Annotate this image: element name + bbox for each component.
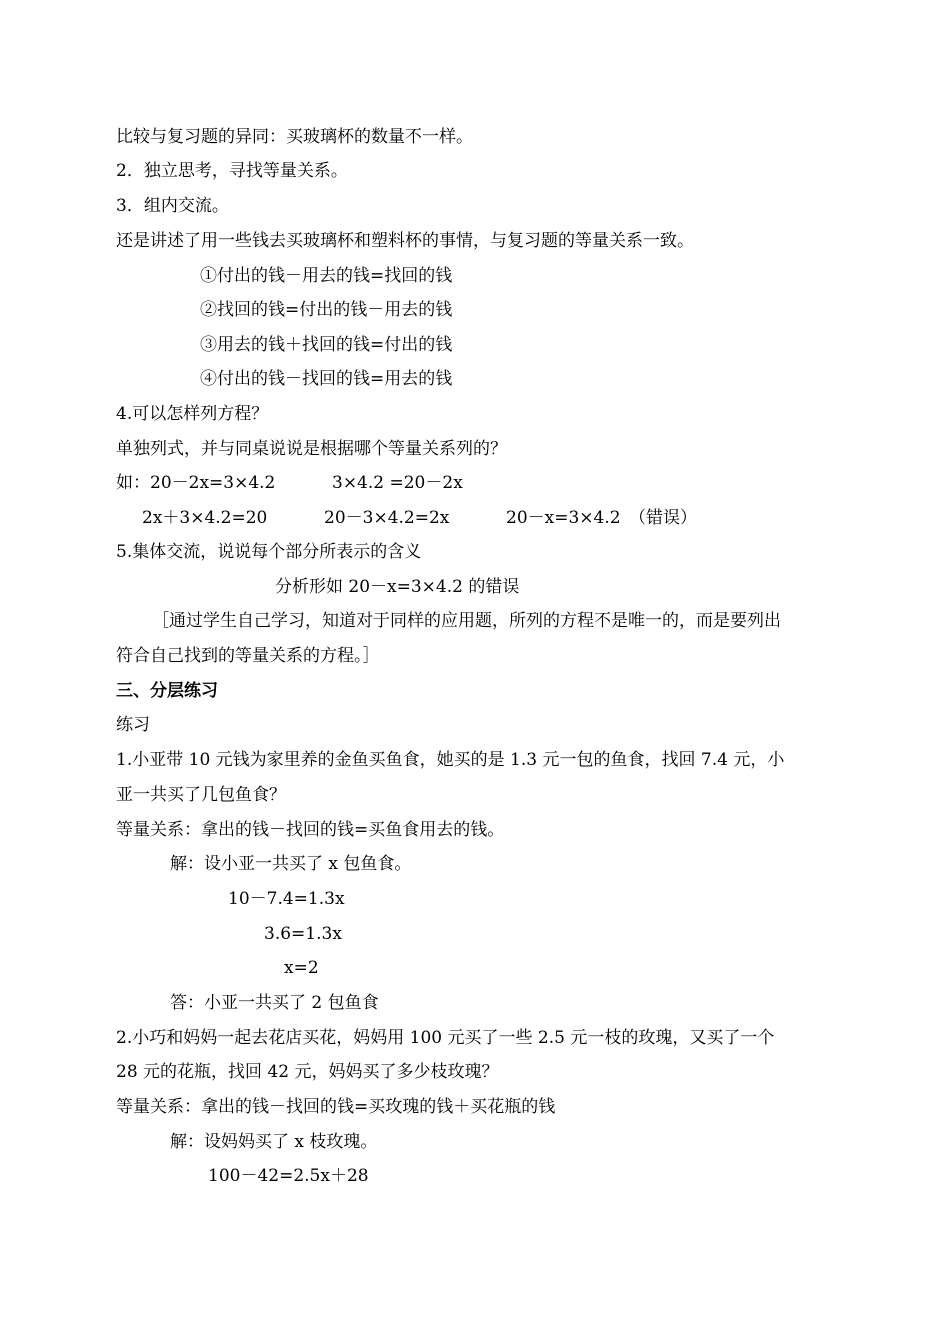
text-line-step3: 3．组内交流。 xyxy=(116,196,229,216)
relation-item-4: ④付出的钱－找回的钱=用去的钱 xyxy=(200,369,453,389)
problem1-line-2: 亚一共买了几包鱼食？ xyxy=(116,785,286,805)
text-line-instruction: 单独列式，并与同桌说说是根据哪个等量关系列的？ xyxy=(116,439,507,459)
problem2-step-1: 100－42=2.5x＋28 xyxy=(208,1166,369,1186)
text-line-story: 还是讲述了用一些钱去买玻璃杯和塑料杯的事情，与复习题的等量关系一致。 xyxy=(116,231,694,251)
text-line-step4: 4.可以怎样列方程？ xyxy=(116,404,269,424)
example-equation-1: 如：20－2x=3×4.2 xyxy=(116,473,276,493)
example-equation-4: 20－3×4.2=2x xyxy=(324,508,450,528)
note-line-1: ［通过学生自己学习，知道对于同样的应用题，所列的方程不是唯一的，而是要列出 xyxy=(152,611,781,631)
text-line-analysis: 分析形如 20－x=3×4.2 的错误 xyxy=(275,577,520,597)
problem1-line-1: 1.小亚带 10 元钱为家里养的金鱼买鱼食，她买的是 1.3 元一包的鱼食，找回 7.4 元，小 xyxy=(116,750,785,770)
problem2-solution: 解：设妈妈买了 x 枝玫瑰。 xyxy=(170,1132,378,1152)
problem2-relation: 等量关系：拿出的钱－找回的钱=买玫瑰的钱＋买花瓶的钱 xyxy=(116,1097,556,1117)
text-line-practice: 练习 xyxy=(116,715,150,735)
problem1-step-3: x=2 xyxy=(284,958,319,978)
relation-item-1: ①付出的钱－用去的钱=找回的钱 xyxy=(200,266,453,286)
problem2-line-2: 28 元的花瓶，找回 42 元，妈妈买了多少枝玫瑰？ xyxy=(116,1062,499,1082)
note-line-2: 符合自己找到的等量关系的方程。］ xyxy=(116,646,380,666)
relation-item-2: ②找回的钱=付出的钱－用去的钱 xyxy=(200,300,453,320)
problem1-relation: 等量关系：拿出的钱－找回的钱=买鱼食用去的钱。 xyxy=(116,820,505,840)
problem2-line-1: 2.小巧和妈妈一起去花店买花，妈妈用 100 元买了一些 2.5 元一枝的玫瑰，又买了一个 xyxy=(116,1028,775,1048)
problem1-step-2: 3.6=1.3x xyxy=(264,924,342,944)
text-line-step2: 2．独立思考，寻找等量关系。 xyxy=(116,161,348,181)
example-equation-3: 2x＋3×4.2=20 xyxy=(142,508,268,528)
text-line-step5: 5.集体交流，说说每个部分所表示的含义 xyxy=(116,542,422,562)
relation-item-3: ③用去的钱＋找回的钱=付出的钱 xyxy=(200,335,453,355)
example-equation-2: 3×4.2 =20－2x xyxy=(332,473,463,493)
example-equation-5: 20－x=3×4.2 （错误） xyxy=(506,508,698,528)
problem1-answer: 答：小亚一共买了 2 包鱼食 xyxy=(170,993,379,1013)
problem1-solution: 解：设小亚一共买了 x 包鱼食。 xyxy=(170,854,412,874)
section-heading: 三、分层练习 xyxy=(116,681,218,701)
problem1-step-1: 10－7.4=1.3x xyxy=(228,889,345,909)
text-line-compare: 比较与复习题的异同：买玻璃杯的数量不一样。 xyxy=(116,127,473,147)
